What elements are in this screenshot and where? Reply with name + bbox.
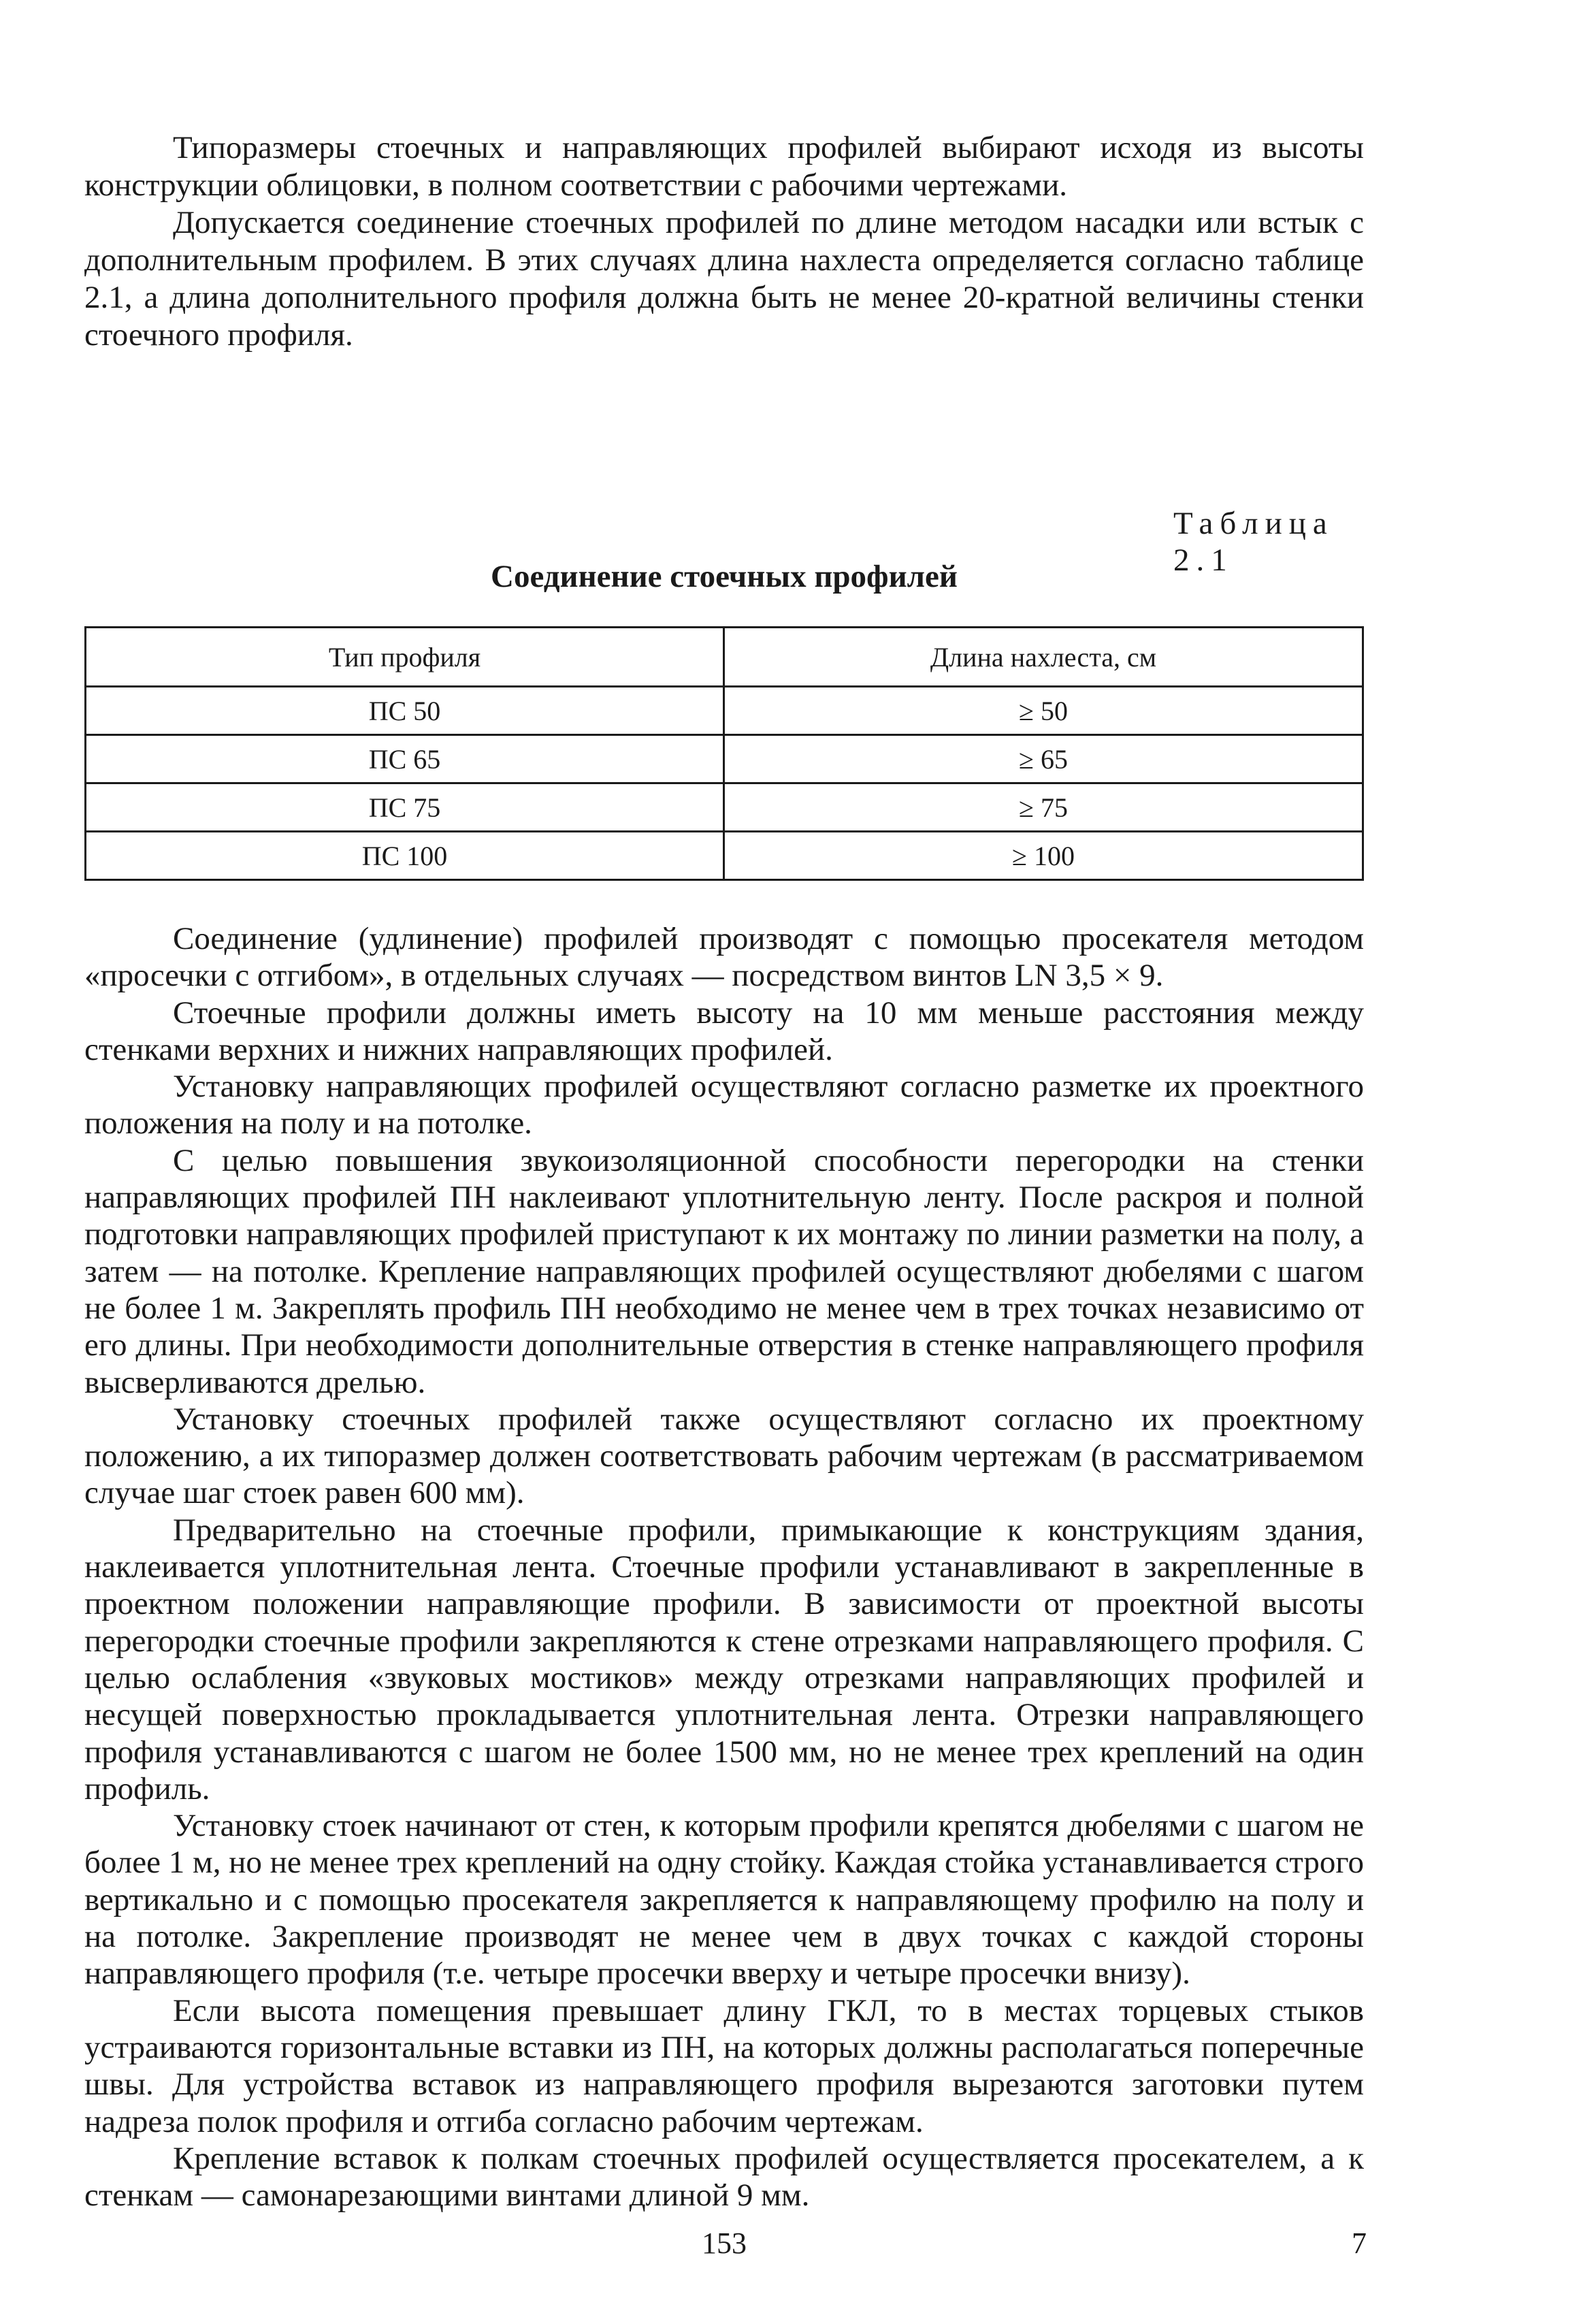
paragraph: С целью повышения звукоизоляционной способности перегородки на стенки направляющих профилей ПН наклеивают уплотнительную ленту. После раскроя и полной подготовки направляющих профилей приступают к их монтажу по линии разметки на полу, а затем — на потолке. Крепление направляющих профилей осуществляют дюбелями с шагом не более 1 м. Закреплять профиль ПН необходимо не менее чем в трех точках независимо от его длины. При необходимости дополнительные отверстия в стенке направляющего профиля высверливаются дрелью. bbox=[84, 1142, 1364, 1400]
paragraph: Стоечные профили должны иметь высоту на 10 мм меньше расстояния между стенками верхних и нижних направляющих профилей. bbox=[84, 994, 1364, 1067]
intro-section bbox=[84, 129, 1364, 354]
table-row bbox=[86, 735, 1363, 783]
table-cell: ≥ 75 bbox=[724, 783, 1363, 832]
page-number: 153 bbox=[702, 2227, 747, 2260]
paragraph: Соединение (удлинение) профилей производят с помощью просекателя методом «просечки с отгибом», в отдельных случаях — посредством винтов LN 3,5 × 9. bbox=[84, 921, 1364, 994]
table-cell: ПС 75 bbox=[86, 783, 724, 832]
table-cell: ПС 100 bbox=[86, 832, 724, 880]
table-label: Таблица 2.1 bbox=[1173, 506, 1334, 578]
table-row bbox=[86, 687, 1363, 735]
table-row bbox=[86, 832, 1363, 880]
table-row bbox=[86, 783, 1363, 832]
paragraph: Установку направляющих профилей осуществляют согласно разметке их проектного положения на полу и на потолке. bbox=[84, 1069, 1364, 1142]
overlap-table bbox=[84, 626, 1364, 881]
corner-number: 7 bbox=[1352, 2227, 1367, 2260]
document-page bbox=[84, 129, 1367, 2260]
paragraph: Установку стоечных профилей также осуществляют согласно их проектному положению, а их типоразмер должен соответствовать рабочим чертежам (в рассматриваемом случае шаг стоек равен 600 мм). bbox=[84, 1401, 1364, 1511]
body-section bbox=[84, 920, 1364, 2214]
paragraph: Установку стоек начинают от стен, к которым профили крепятся дюбелями с шагом не более 1 м, но не менее трех креплений на одну стойку. Каждая стойка устанавливается строго вертикально и с помощью просекателя закрепляется к направляющему профилю на полу и на потолке. Закрепление производят не менее чем в двух точках с каждой стороны направляющего профиля (т.е. четыре просечки вверху и четыре просечки внизу). bbox=[84, 1808, 1364, 1992]
table-cell: ПС 65 bbox=[86, 735, 724, 783]
table-cell: ≥ 50 bbox=[724, 687, 1363, 735]
table-header-row bbox=[86, 628, 1363, 687]
table-cell: ПС 50 bbox=[86, 687, 724, 735]
table-cell: ≥ 65 bbox=[724, 735, 1363, 783]
paragraph: Крепление вставок к полкам стоечных профилей осуществляется просекателем, а к стенкам — самонарезающими винтами длиной 9 мм. bbox=[84, 2140, 1364, 2214]
table-cell: ≥ 100 bbox=[724, 832, 1363, 880]
paragraph: Если высота помещения превышает длину ГКЛ, то в местах торцевых стыков устраиваются горизонтальные вставки из ПН, на которых должны располагаться поперечные швы. Для устройства вставок из направляющего профиля вырезаются заготовки путем надреза полок профиля и отгиба согласно рабочим чертежам. bbox=[84, 1992, 1364, 2139]
table-title: Соединение стоечных профилей bbox=[491, 559, 958, 594]
table-header-cell: Длина нахлеста, см bbox=[724, 628, 1363, 687]
paragraph: Допускается соединение стоечных профилей по длине методом насадки или встык с дополнительным профилем. В этих случаях длина нахлеста определяется согласно таблице 2.1, а длина дополнительного профиля должна быть не менее 20-кратной величины стенки стоечного профиля. bbox=[84, 205, 1364, 353]
paragraph: Типоразмеры стоечных и направляющих профилей выбирают исходя из высоты конструкции облицовки, в полном соответствии с рабочими чертежами. bbox=[84, 130, 1364, 203]
paragraph: Предварительно на стоечные профили, примыкающие к конструкциям здания, наклеивается уплотнительная лента. Стоечные профили устанавливают в закрепленные в проектном положении направляющие профили. В зависимости от проектной высоты перегородки стоечные профили закрепляются к стене отрезками направляющего профиля. С целью ослабления «звуковых мостиков» между отрезками направляющих профилей и несущей поверхностью прокладывается уплотнительная лента. Отрезки направляющего профиля устанавливаются с шагом не более 1500 мм, но не менее трех креплений на один профиль. bbox=[84, 1512, 1364, 1807]
table-header-cell: Тип профиля bbox=[86, 628, 724, 687]
